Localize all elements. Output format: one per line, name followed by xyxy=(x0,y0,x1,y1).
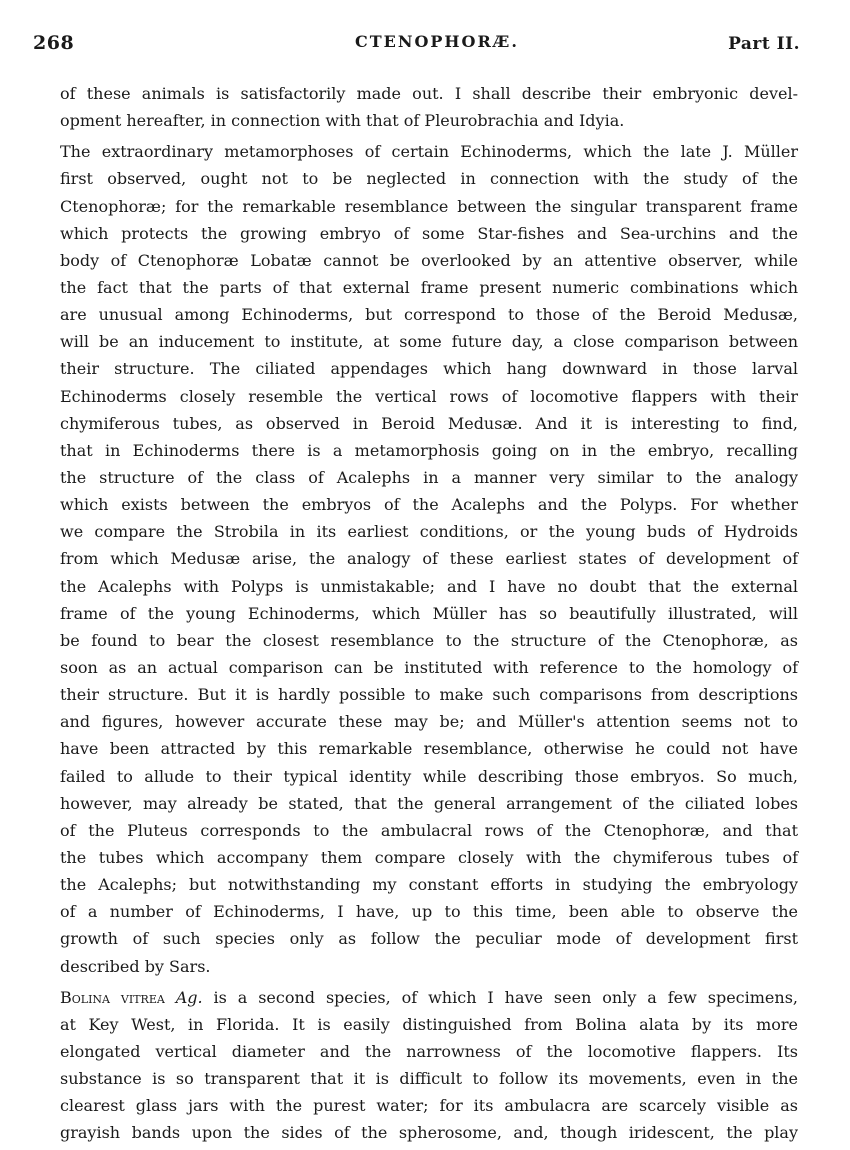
page-number: 268 xyxy=(33,32,75,54)
text-line: be found to bear the closest resemblance to the structure of the Ctenophoræ, as xyxy=(60,630,798,650)
species-name: Bolina vitrea xyxy=(60,987,165,1007)
text-line: of a number of Echinoderms, I have, up to this time, been able to observe the xyxy=(60,902,798,922)
text-line: the fact that the parts of that external frame present numeric combinations which xyxy=(60,277,798,297)
running-head xyxy=(33,32,800,62)
text-line: the Acalephs; but notwithstanding my constant efforts in studying the embryology xyxy=(60,875,798,895)
text-line: soon as an actual comparison can be instituted with reference to the homology of xyxy=(60,657,798,677)
text-line: have been attracted by this remarkable resemblance, otherwise he could not have xyxy=(60,739,798,759)
text-line: opment hereafter, in connection with that of Pleurobrachia and Idyia. xyxy=(60,111,625,131)
text-line: frame of the young Echinoderms, which Müller has so beautifully illustrated, will xyxy=(60,603,798,623)
text-line: failed to allude to their typical identity while describing those embryos. So much, xyxy=(60,766,798,786)
text-line: first observed, ought not to be neglected in connection with the study of the xyxy=(60,169,798,189)
text-line: their structure. The ciliated appendages which hang downward in those larval xyxy=(60,359,798,379)
text-line: The extraordinary metamorphoses of certain Echinoderms, which the late J. Müller xyxy=(60,142,798,162)
text-line: growth of such species only as follow the peculiar mode of development first xyxy=(60,929,798,949)
text-line: elongated vertical diameter and the narrowness of the locomotive flappers. Its xyxy=(60,1041,798,1061)
text-line: the structure of the class of Acalephs in a manner very similar to the analogy xyxy=(60,467,798,487)
text-line: body of Ctenophoræ Lobatæ cannot be overlooked by an attentive observer, while xyxy=(60,250,798,270)
text-line: Ctenophoræ; for the remarkable resemblance between the singular transparent frame xyxy=(60,196,798,216)
text-line: of the Pluteus corresponds to the ambulacral rows of the Ctenophoræ, and that xyxy=(60,820,798,840)
text-line: the tubes which accompany them compare closely with the chymiferous tubes of xyxy=(60,847,798,867)
text-line: are unusual among Echinoderms, but correspond to those of the Beroid Medusæ, xyxy=(60,305,798,325)
running-title: CTENOPHORÆ. xyxy=(355,32,519,51)
paragraph-2 xyxy=(60,138,798,979)
text-line: from which Medusæ arise, the analogy of these earliest states of development of xyxy=(60,549,798,569)
species-author: Ag. xyxy=(175,987,203,1007)
text-line: which exists between the embryos of the Acalephs and the Polyps. For whether xyxy=(60,495,798,515)
part-label: Part II. xyxy=(728,34,800,54)
text-line: clearest glass jars with the purest water; for its ambulacra are scarcely visible as xyxy=(60,1096,798,1116)
text-line: and figures, however accurate these may be; and Müller's attention seems not to xyxy=(60,712,798,732)
text-line: of these animals is satisfactorily made out. I shall describe their embryonic devel- xyxy=(60,84,798,103)
text-line: that in Echinoderms there is a metamorphosis going on in the embryo, recalling xyxy=(60,440,798,460)
text-line: Echinoderms closely resemble the vertical rows of locomotive flappers with their xyxy=(60,386,798,406)
text-line: we compare the Strobila in its earliest conditions, or the young buds of Hydroids xyxy=(60,522,798,542)
text-line: however, may already be stated, that the general arrangement of the ciliated lobes xyxy=(60,793,798,813)
text-line: chymiferous tubes, as observed in Beroid Medusæ. And it is interesting to find, xyxy=(60,413,798,433)
text-line: described by Sars. xyxy=(60,956,211,976)
text-line: the Acalephs with Polyps is unmistakable; and I have no doubt that the external xyxy=(60,576,798,596)
line-text: is a second species, of which I have seen only a few specimens, xyxy=(202,987,798,1007)
text-line: which protects the growing embryo of some Star-fishes and Sea-urchins and the xyxy=(60,223,798,243)
body-text xyxy=(60,80,798,1146)
paragraph-3 xyxy=(60,984,798,1147)
text-line: at Key West, in Florida. It is easily distinguished from Bolina alata by its more xyxy=(60,1014,798,1034)
paragraph-1 xyxy=(60,80,798,134)
text-line: substance is so transparent that it is difficult to follow its movements, even in the xyxy=(60,1069,798,1089)
text-line: will be an inducement to institute, at some future day, a close comparison between xyxy=(60,332,798,352)
text-line: grayish bands upon the sides of the spherosome, and, though iridescent, the play xyxy=(60,1123,798,1143)
text-line xyxy=(60,984,798,1011)
text-line: their structure. But it is hardly possible to make such comparisons from descriptions xyxy=(60,685,798,705)
